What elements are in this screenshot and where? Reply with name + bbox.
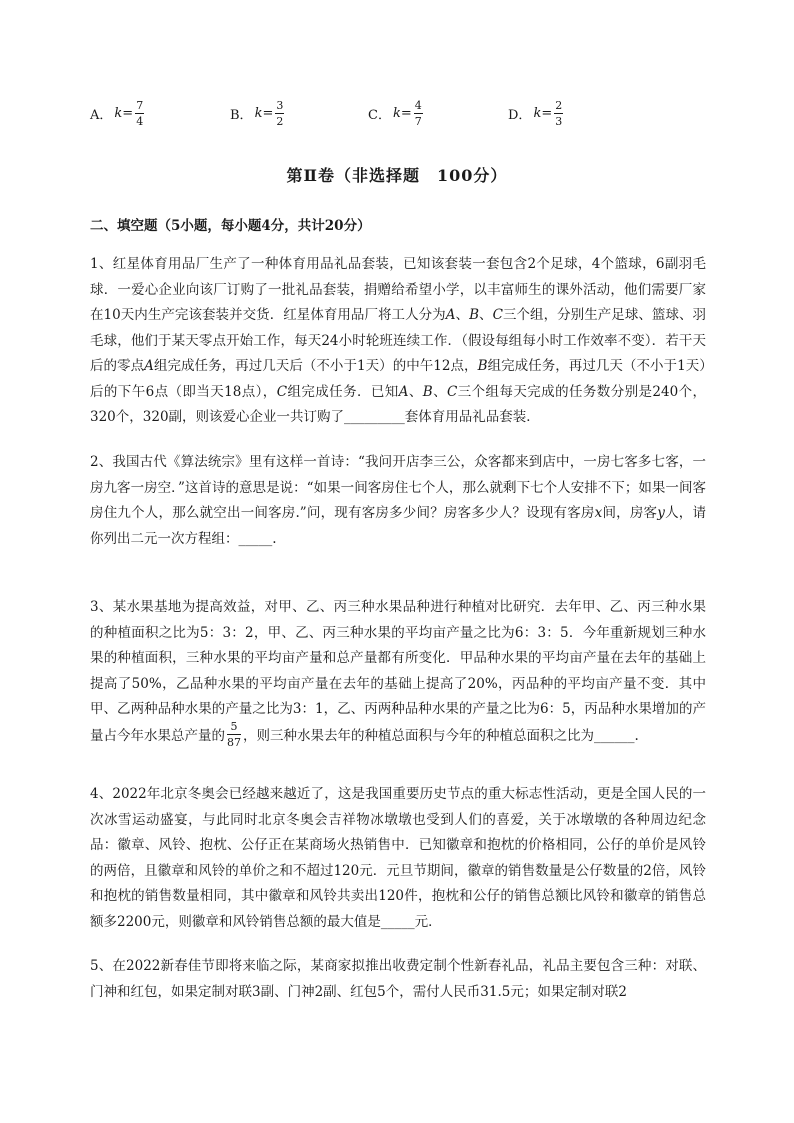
- fraction-denominator: 2: [276, 115, 284, 128]
- q1-text: 三个组，分别生产足球、篮球、羽毛球，他们于某天零点开始工作，每天24小时轮班连续工作．（假设每组每小时工作效率不变）．若干天后的零点: [90, 307, 707, 374]
- option-variable: k: [392, 106, 401, 121]
- option-letter: D．: [508, 108, 532, 123]
- q1-text: 三个组每天完成的任务数分别是240个，320个，320副，则该爱心企业一共订购了_________套体育用品礼品套装．: [90, 383, 706, 425]
- question-5: [90, 954, 706, 1005]
- section-subheading: 二、填空题（5小题，每小题4分，共计20分）: [90, 218, 371, 234]
- question-4: [90, 782, 706, 935]
- separator: 、: [432, 383, 447, 400]
- group-a-label: A: [398, 383, 409, 400]
- group-b-label: B: [469, 307, 479, 323]
- fraction-bar: [275, 113, 284, 114]
- fraction-denominator: 7: [414, 115, 422, 128]
- q1-text: 组完成任务，再过几天后（不小于1天）的中午12点，: [153, 358, 478, 374]
- fraction-denominator: 87: [227, 735, 241, 749]
- fraction-bar: [414, 113, 423, 114]
- option-equals: =: [122, 106, 134, 121]
- option-b[interactable]: [230, 100, 284, 127]
- group-c-label: C: [276, 383, 288, 400]
- option-c[interactable]: [368, 100, 423, 127]
- q3-text: ，则三种水果去年的种植总面积与今年的种植总面积之比为______.: [243, 727, 639, 744]
- inline-fraction: [227, 721, 241, 748]
- separator: 、: [408, 383, 423, 400]
- fraction-numerator: 4: [414, 99, 422, 112]
- fraction-denominator: 4: [136, 115, 144, 128]
- option-equals: =: [400, 106, 412, 121]
- q1-text: 组完成任务，再过几天（不小于1天）后的下午6点（即当天18点），: [90, 358, 706, 400]
- option-variable: k: [254, 106, 263, 121]
- option-fraction: [554, 100, 563, 127]
- option-d[interactable]: [508, 100, 563, 127]
- q4-text: 4、2022年北京冬奥会已经越来越近了，这是我国重要历史节点的重大标志性活动，更是全国人民的一次冰雪运动盛宴，与此同时北京冬奥会吉祥物冰墩墩也受到人们的喜爱，关于冰墩墩的各种周边纪念品：徽章、风铃、抱枕、公仔正在某商场火热销售中．已知徽章和抱枕的价格相同，公仔的单价是风铃的两倍，且徽章和风铃的单价之和不超过120元．元旦节期间，徽章的销售数量是公仔数量的2倍，风铃和抱枕的销售数量相同，其中徽章和风铃共卖出120件，抱枕和公仔的销售总额比风铃和徽章的销售总额多2200元，则徽章和风铃销售总额的最大值是_____元．: [90, 786, 706, 930]
- answer-options: [90, 100, 710, 140]
- fraction-numerator: 7: [136, 99, 144, 112]
- fraction-bar: [135, 113, 144, 114]
- option-letter: B．: [230, 108, 253, 123]
- variable-y: y: [657, 505, 665, 521]
- group-a-label: A: [144, 358, 154, 374]
- variable-x: x: [594, 505, 603, 521]
- fraction-numerator: 3: [276, 99, 284, 112]
- option-letter: A．: [90, 108, 113, 123]
- option-letter: C．: [368, 108, 391, 123]
- fraction-denominator: 3: [555, 115, 563, 128]
- option-equals: =: [541, 106, 553, 121]
- group-c-label: C: [492, 307, 503, 323]
- question-3: [90, 595, 706, 750]
- q2-text: 人，请你列出二元一次方程组：_____.: [90, 505, 707, 547]
- group-a-label: A: [445, 307, 456, 323]
- option-fraction: [414, 100, 423, 127]
- separator: 、: [478, 307, 493, 323]
- option-a[interactable]: [90, 100, 144, 127]
- group-c-label: C: [447, 383, 458, 400]
- option-variable: k: [533, 106, 542, 121]
- section-title: 第Ⅱ卷（非选择题 100分）: [286, 166, 508, 185]
- q1-text: 1、红星体育用品厂生产了一种体育用品礼品套装，已知该套装一套包含2个足球，4个篮球，6副羽毛球．一爱心企业向该厂订购了一批礼品套装，捐赠给希望小学，以丰富师生的课外活动，他们需要厂家在10天内生产完该套装并交货．红星体育用品厂将工人分为: [90, 256, 706, 323]
- group-b-label: B: [477, 358, 488, 374]
- fraction-bar: [227, 734, 241, 735]
- fraction-numerator: 5: [230, 719, 238, 733]
- group-b-label: B: [422, 383, 433, 400]
- fraction-bar: [554, 113, 563, 114]
- fraction-numerator: 2: [555, 99, 563, 112]
- q1-text: 组完成任务．已知: [287, 383, 399, 400]
- separator: 、: [455, 307, 470, 323]
- option-fraction: [135, 100, 144, 127]
- q2-text: 间，房客: [602, 505, 658, 521]
- q3-text: 3、某水果基地为提高效益，对甲、乙、丙三种水果品种进行种植对比研究．去年甲、乙、丙三种水果的种植面积之比为5：3：2，甲、乙、丙三种水果的平均亩产量之比为6：3：5．今年重新规划三种水果的种植面积，三种水果的平均亩产量和总产量都有所变化．甲品种水果的平均亩产量在去年的基础上提高了50%，乙品种水果的平均亩产量在去年的基础上提高了20%，丙品种的平均亩产量不变．其中甲、乙两种品种水果的产量之比为3：1，乙、丙两种品种水果的产量之比为6：5，丙品种水果增加的产量占今年水果总产量的: [90, 599, 706, 744]
- question-1: [90, 252, 706, 431]
- question-2: [90, 450, 706, 552]
- q5-text: 5、在2022新春佳节即将来临之际，某商家拟推出收费定制个性新春礼品，礼品主要包含三种：对联、门神和红包，如果定制对联3副、门神2副、红包5个，需付人民币31.5元；如果定制对联2: [90, 958, 706, 1000]
- option-equals: =: [262, 106, 274, 121]
- option-fraction: [275, 100, 284, 127]
- option-variable: k: [114, 106, 123, 121]
- q2-text: 2、我国古代《算法统宗》里有这样一首诗：“我问开店李三公，众客都来到店中，一房七客多七客，一房九客一房空．”这首诗的意思是说：“如果一间客房住七个人，那么就剩下七个人安排不下；如果一间客房住九个人，那么就空出一间客房.”问，现有客房多少间？房客多少人？设现有客房: [90, 454, 706, 521]
